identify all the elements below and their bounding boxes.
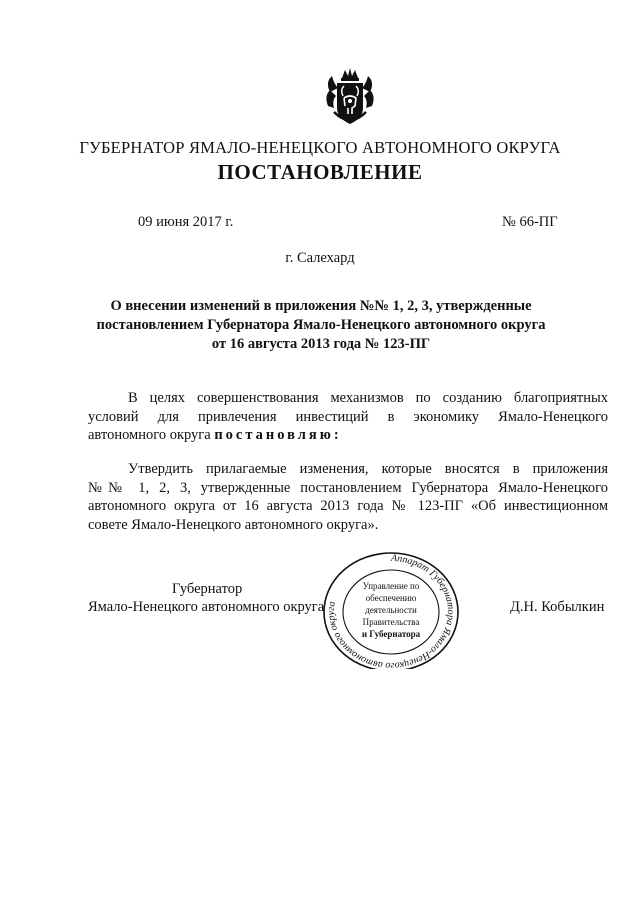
document-date: 09 июня 2017 г. [138,214,234,230]
heading-line: постановлением Губернатора Ямало-Ненецкого автономного округа [96,317,546,333]
paragraph-line: №№ 1, 2, 3, утвержденные постановлением Губернатора Ямало-Ненецкого [88,479,608,496]
preamble-paragraph [88,389,608,445]
paragraph-line: условий для привлечения инвестиций в экономику Ямало-Ненецкого [88,408,608,425]
paragraph-line-text: автономного округа [88,427,211,443]
signature-name: Д.Н. Кобылкин [510,599,605,615]
decree-word: постановляю: [214,427,342,443]
stamp-inner-line: Правительства [362,617,420,627]
stamp-inner-line: деятельности [365,605,417,615]
signature-organization: Ямало-Ненецкого автономного округа [88,599,325,615]
governor-title: ГУБЕРНАТОР ЯМАЛО-НЕНЕЦКОГО АВТОНОМНОГО ОКРУГА [79,138,561,157]
document-number: № 66-ПГ [502,214,558,230]
document-city: г. Салехард [285,250,355,266]
paragraph-line: автономного округа от 16 августа 2013 года № 123-ПГ «Об инвестиционном [88,498,608,514]
paragraph-line: Утвердить прилагаемые изменения, которые вносятся в приложения [128,461,608,477]
paragraph-line: совете Ямало-Ненецкого автономного округа». [88,516,379,533]
official-stamp [318,545,464,669]
operative-paragraph [88,460,608,534]
document-heading [60,297,582,354]
paragraph-line: В целях совершенствования механизмов по созданию благоприятных [128,390,608,406]
paragraph-line [88,426,608,445]
heading-line: О внесении изменений в приложения №№ 1, 2, 3, утвержденные [110,298,532,314]
stamp-ring-text: Аппарат Губернатора Ямало-Ненецкого автономного округа [325,552,456,669]
coat-of-arms-emblem [322,66,378,130]
document-type: ПОСТАНОВЛЕНИЕ [217,160,423,184]
stamp-inner-line: Управление по [362,581,420,591]
stamp-inner-line: и Губернатора [361,629,421,639]
stamp-inner-line: обеспечению [365,593,417,603]
signature-title: Губернатор [172,581,243,597]
heading-line: от 16 августа 2013 года № 123-ПГ [211,336,431,352]
